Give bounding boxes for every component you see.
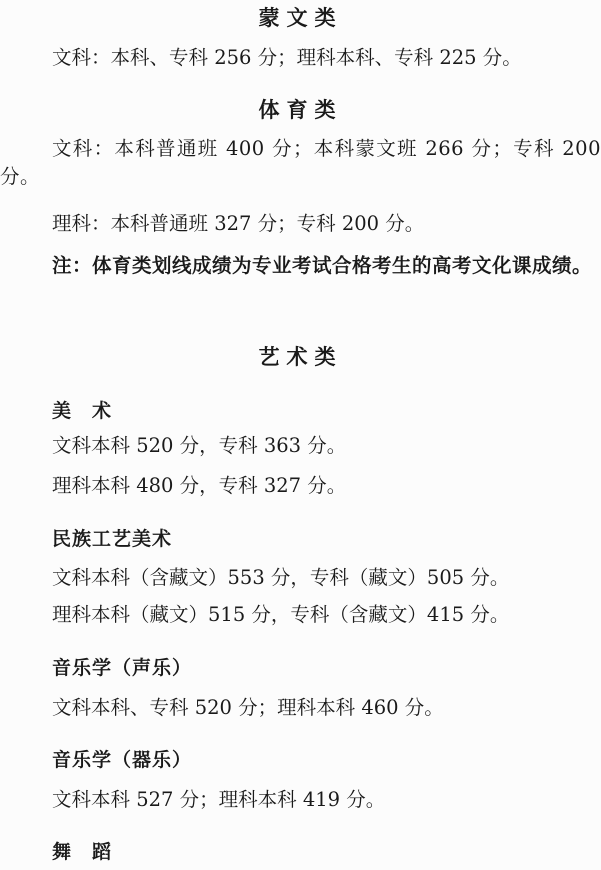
subsection-title-ethnic-crafts: 民族工艺美术 <box>52 528 173 550</box>
ethnic-crafts-line-2: 理科本科（藏文）515 分，专科（含藏文）415 分。 <box>52 603 510 626</box>
sports-note <box>0 252 601 280</box>
fine-arts-line-1: 文科本科 520 分，专科 363 分。 <box>52 434 347 457</box>
subsection-title-music-instrumental: 音乐学（器乐） <box>52 749 193 771</box>
note-text: 体育类划线成绩为专业考试合格考生的高考文化课成绩。 <box>92 254 593 277</box>
fine-arts-line-2: 理科本科 480 分，专科 327 分。 <box>52 474 347 497</box>
mongolian-line-1: 文科：本科、专科 256 分；理科本科、专科 225 分。 <box>52 46 522 69</box>
ethnic-crafts-line-1: 文科本科（含藏文）553 分，专科（藏文）505 分。 <box>52 566 510 589</box>
section-title-arts: 艺术类 <box>258 345 343 369</box>
music-vocal-line-1: 文科本科、专科 520 分；理科本科 460 分。 <box>52 696 444 719</box>
subsection-title-music-vocal: 音乐学（声乐） <box>52 657 193 679</box>
music-instrumental-line-1: 文科本科 527 分；理科本科 419 分。 <box>52 788 386 811</box>
subsection-title-dance: 舞 蹈 <box>52 841 113 863</box>
note-label: 注： <box>52 254 93 277</box>
sports-line-1: 文科：本科普通班 400 分；本科蒙文班 266 分；专科 200 分。 <box>0 137 601 188</box>
subsection-title-fine-arts: 美 术 <box>52 400 113 422</box>
sports-line-2: 理科：本科普通班 327 分；专科 200 分。 <box>52 212 425 235</box>
section-title-sports: 体育类 <box>258 98 343 122</box>
section-title-mongolian: 蒙文类 <box>258 6 343 30</box>
